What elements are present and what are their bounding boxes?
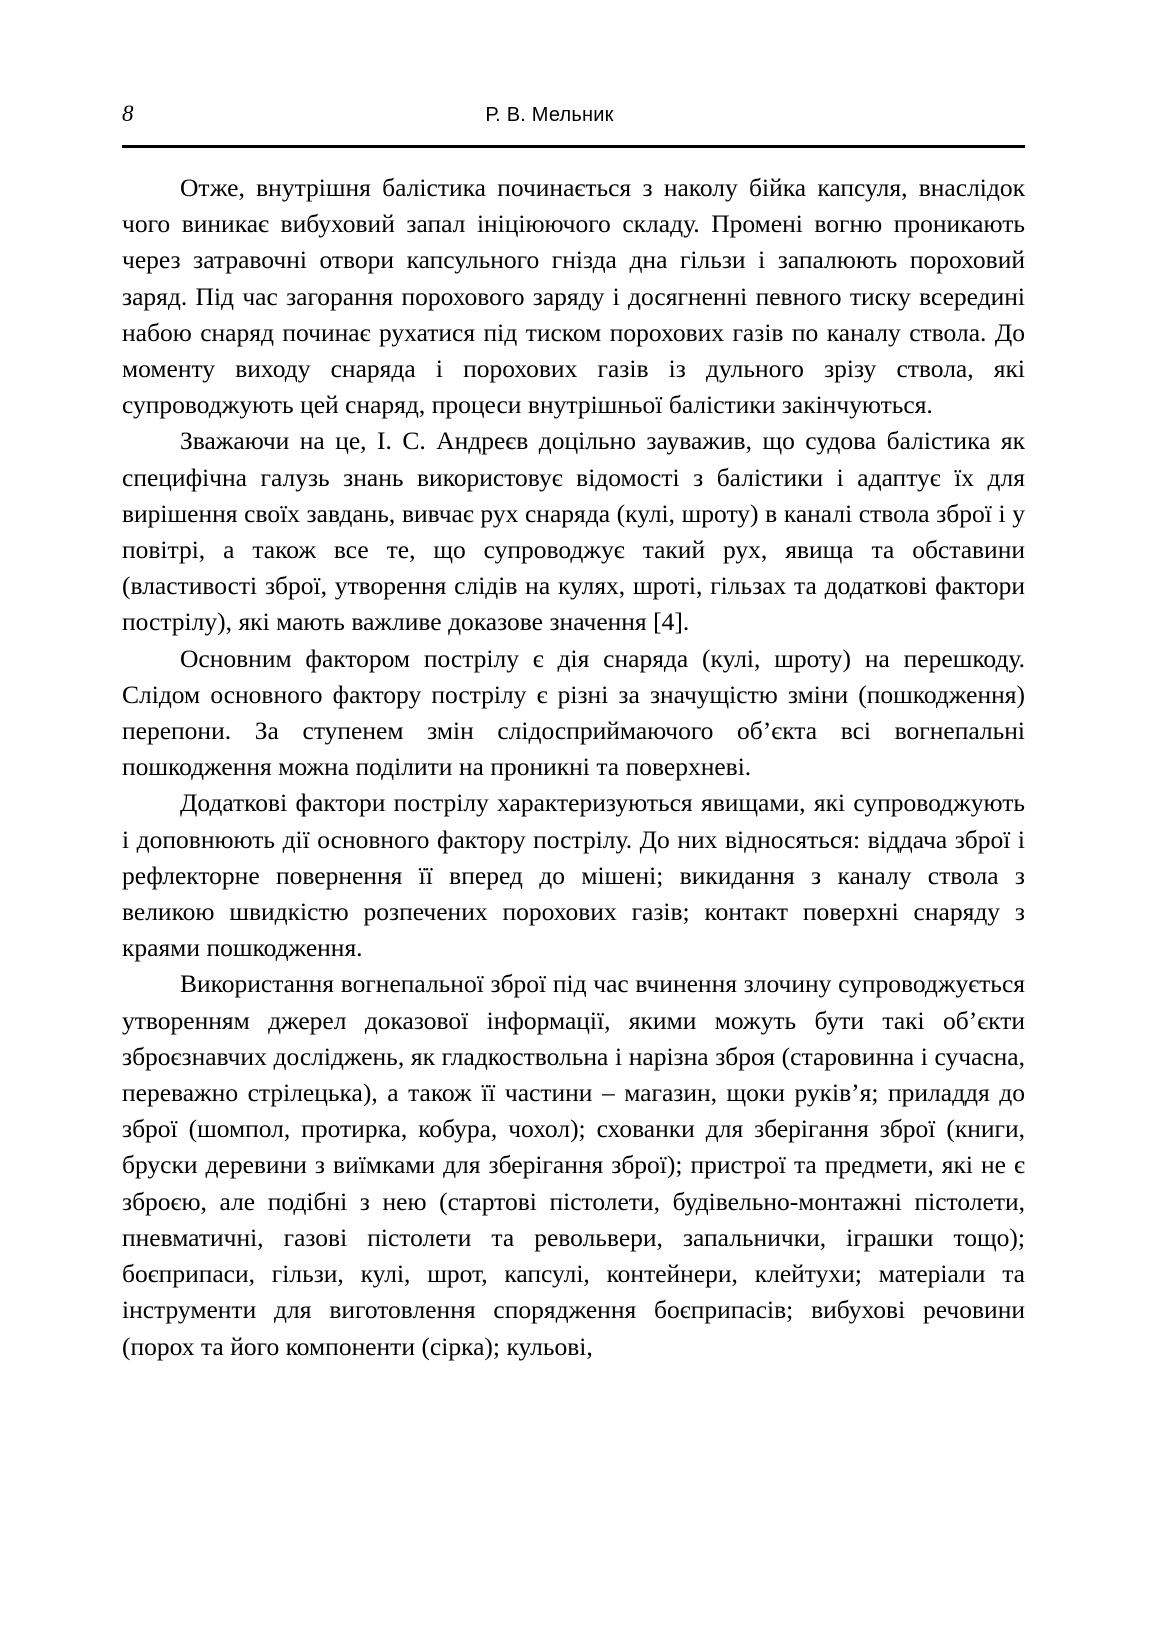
paragraph: Використання вогнепальної зброї під час вчинення злочину супроводжується утворенням джерел доказової інформації, якими можуть бути такі об’єкти зброєзнавчих досліджень, як гладкоствольна і нарізна зброя (старовинна і сучасна, переважно стрілецька), а також її частини – магазин, щоки руків’я; приладдя до зброї (шомпол, протирка, кобура, чохол); схованки для зберігання зброї (книги, бруски деревини з виїмками для зберігання зброї); пристрої та предмети, які не є зброєю, але подібні з нею (стартові пістолети, будівельно-монтажні пістолети, пневматичні, газові пістолети та револьвери, запальнички, іграшки тощо); боєприпаси, гільзи, кулі, шрот, капсулі, контейнери, клейтухи; матеріали та інструменти для виготовлення спорядження боєприпасів; вибухові речовини (порох та його компоненти (сірка); кульові, <box>122 969 1025 1361</box>
paragraph: Отже, внутрішня балістика починається з наколу бійка капсуля, внаслідок чого виникає вибуховий запал ініціюючого складу. Промені вогню проникають через затравочні отвори капсульного гнізда дна гільзи і запалюють пороховий заряд. Під час загорання порохового заряду і досягненні певного тиску всередині набою снаряд починає рухатися під тиском порохових газів по каналу ствола. До моменту виходу снаряда і порохових газів із дульного зрізу ствола, які супроводжують цей снаряд, процеси внутрішньої балістики закінчуються. <box>122 173 1025 420</box>
paragraph: Додаткові фактори пострілу характеризуються явищами, які супроводжують і доповнюють дії основного фактору пострілу. До них відносяться: віддача зброї і рефлекторне повернення її вперед до мішені; викидання з каналу ствола з великою швидкістю розпечених порохових газів; контакт поверхні снаряду з краями пошкодження. <box>122 788 1025 963</box>
paragraph: Зважаючи на це, І. С. Андреєв доцільно зауважив, що судова балістика як специфічна галузь знань використовує відомості з балістики і адаптує їх для вирішення своїх завдань, вивчає рух снаряда (кулі, шроту) в каналі ствола зброї і у повітрі, а також все те, що супроводжує такий рух, явища та обставини (властивості зброї, утворення слідів на кулях, шроті, гільзах та додаткові фактори пострілу), які мають важливе доказове значення [4]. <box>122 426 1025 637</box>
running-head <box>122 100 1025 152</box>
page-number: 8 <box>122 101 134 126</box>
page-content <box>122 0 1025 1365</box>
running-head-title: Р. В. Мельник <box>485 104 614 126</box>
body-text <box>122 170 1025 1365</box>
header-rule <box>122 145 1025 148</box>
paragraph: Основним фактором пострілу є дія снаряда (кулі, шроту) на перешкоду. Слідом основного фактору пострілу є різні за значущістю зміни (пошкодження) перепони. За ступенем змін слідосприймаючого об’єкта всі вогнепальні пошкодження можна поділити на проникні та поверхневі. <box>122 643 1025 782</box>
